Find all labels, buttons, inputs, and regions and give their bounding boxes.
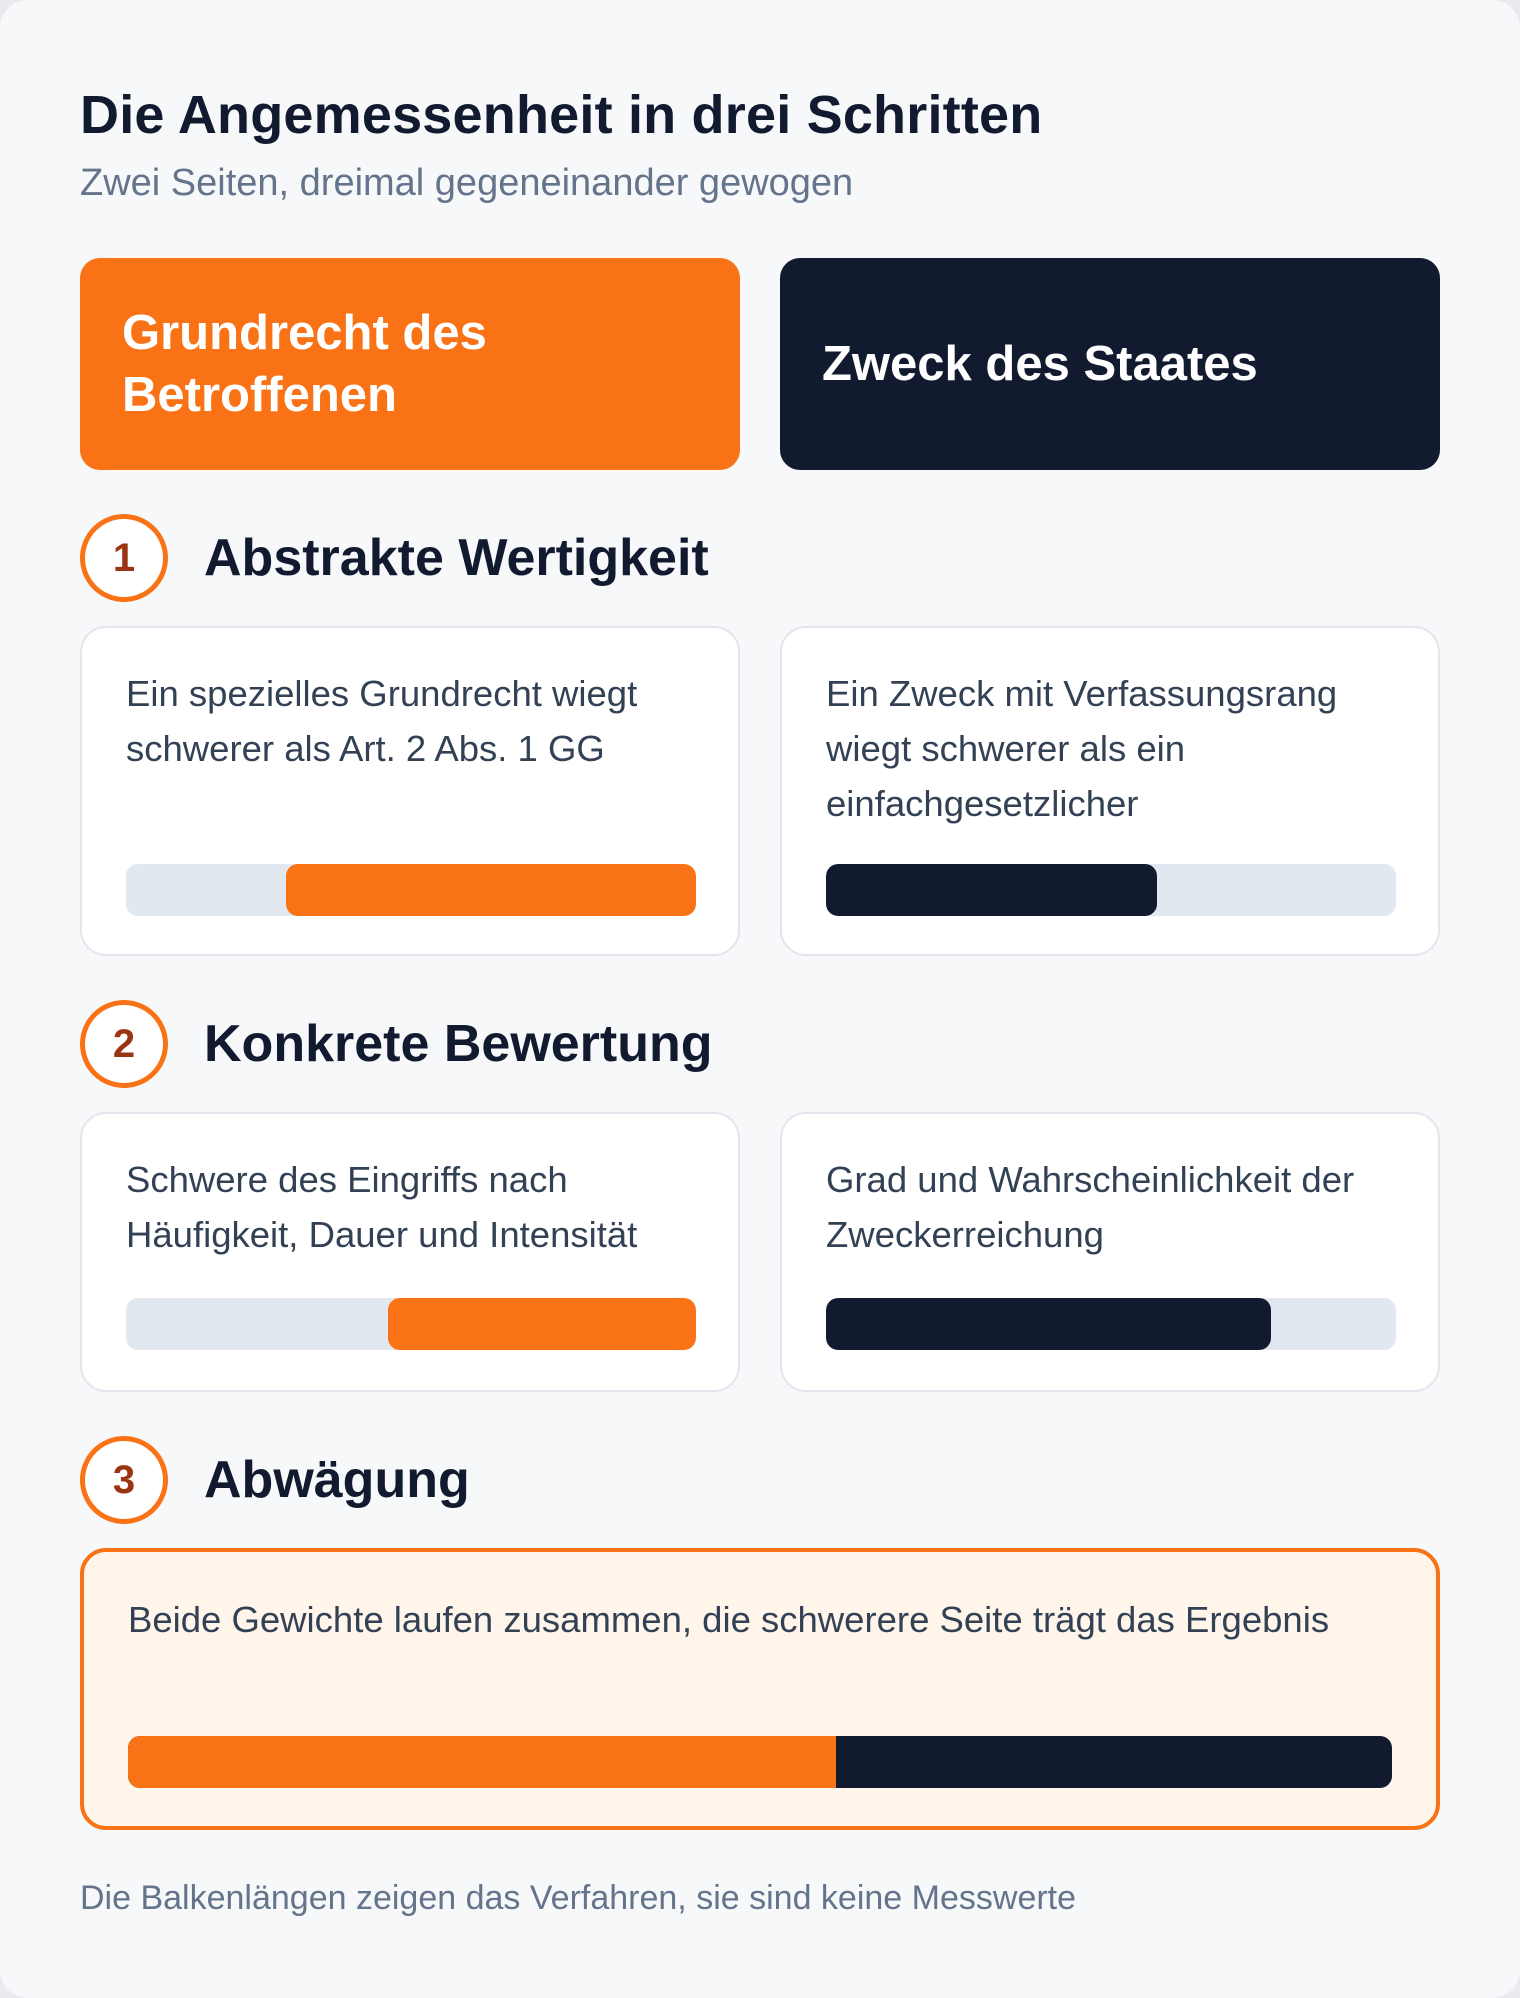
step-2-right-text: Grad und Wahrscheinlichkeit der Zweckerreichung bbox=[826, 1159, 1355, 1255]
step-2-number: 2 bbox=[80, 1000, 168, 1088]
step-1-left-bar-fill bbox=[286, 864, 696, 916]
step-2-right-card bbox=[780, 1112, 1440, 1392]
step-2-left-bar-fill bbox=[388, 1298, 696, 1350]
step-1-right-text: Ein Zweck mit Verfassungsrang wiegt schwerer als ein einfachgesetzlicher bbox=[826, 673, 1338, 824]
step-2-header bbox=[80, 1000, 713, 1088]
step-1-header bbox=[80, 514, 709, 602]
step-1-right-card bbox=[780, 626, 1440, 956]
step-2-left-card bbox=[80, 1112, 740, 1392]
page-subtitle: Zwei Seiten, dreimal gegeneinander gewogen bbox=[80, 162, 854, 204]
side-label-staatszweck bbox=[780, 258, 1440, 470]
footnote: Die Balkenlängen zeigen das Verfahren, sie sind keine Messwerte bbox=[80, 1879, 1077, 1917]
step-3-header bbox=[80, 1436, 470, 1524]
step-3-balance-left-share bbox=[128, 1736, 836, 1788]
step-3-number: 3 bbox=[80, 1436, 168, 1524]
step-3-title: Abwägung bbox=[204, 1451, 470, 1509]
step-1-left-text: Ein spezielles Grundrecht wiegt schwerer als Art. 2 Abs. 1 GG bbox=[126, 673, 638, 769]
step-2-title: Konkrete Bewertung bbox=[204, 1015, 713, 1073]
step-1-number: 1 bbox=[80, 514, 168, 602]
side-label-grundrecht bbox=[80, 258, 740, 470]
step-2-left-text: Schwere des Eingriffs nach Häufigkeit, Dauer und Intensität bbox=[126, 1159, 638, 1255]
step-2-right-bar-track bbox=[826, 1298, 1396, 1350]
step-3-result-card bbox=[80, 1548, 1440, 1830]
step-2-right-bar-fill bbox=[826, 1298, 1271, 1350]
step-2-left-bar-track bbox=[126, 1298, 696, 1350]
side-label-grundrecht-text: Grundrecht des Betroffenen bbox=[122, 306, 487, 422]
side-label-staatszweck-text: Zweck des Staates bbox=[822, 337, 1258, 391]
step-1-left-bar-track bbox=[126, 864, 696, 916]
step-1-right-bar-track bbox=[826, 864, 1396, 916]
page-title: Die Angemessenheit in drei Schritten bbox=[80, 85, 1043, 145]
step-1-left-card bbox=[80, 626, 740, 956]
step-3-balance-bar bbox=[128, 1736, 1392, 1788]
step-1-title: Abstrakte Wertigkeit bbox=[204, 529, 709, 587]
step-1-right-bar-fill bbox=[826, 864, 1157, 916]
step-3-result-text: Beide Gewichte laufen zusammen, die schwerere Seite trägt das Ergebnis bbox=[128, 1599, 1330, 1640]
